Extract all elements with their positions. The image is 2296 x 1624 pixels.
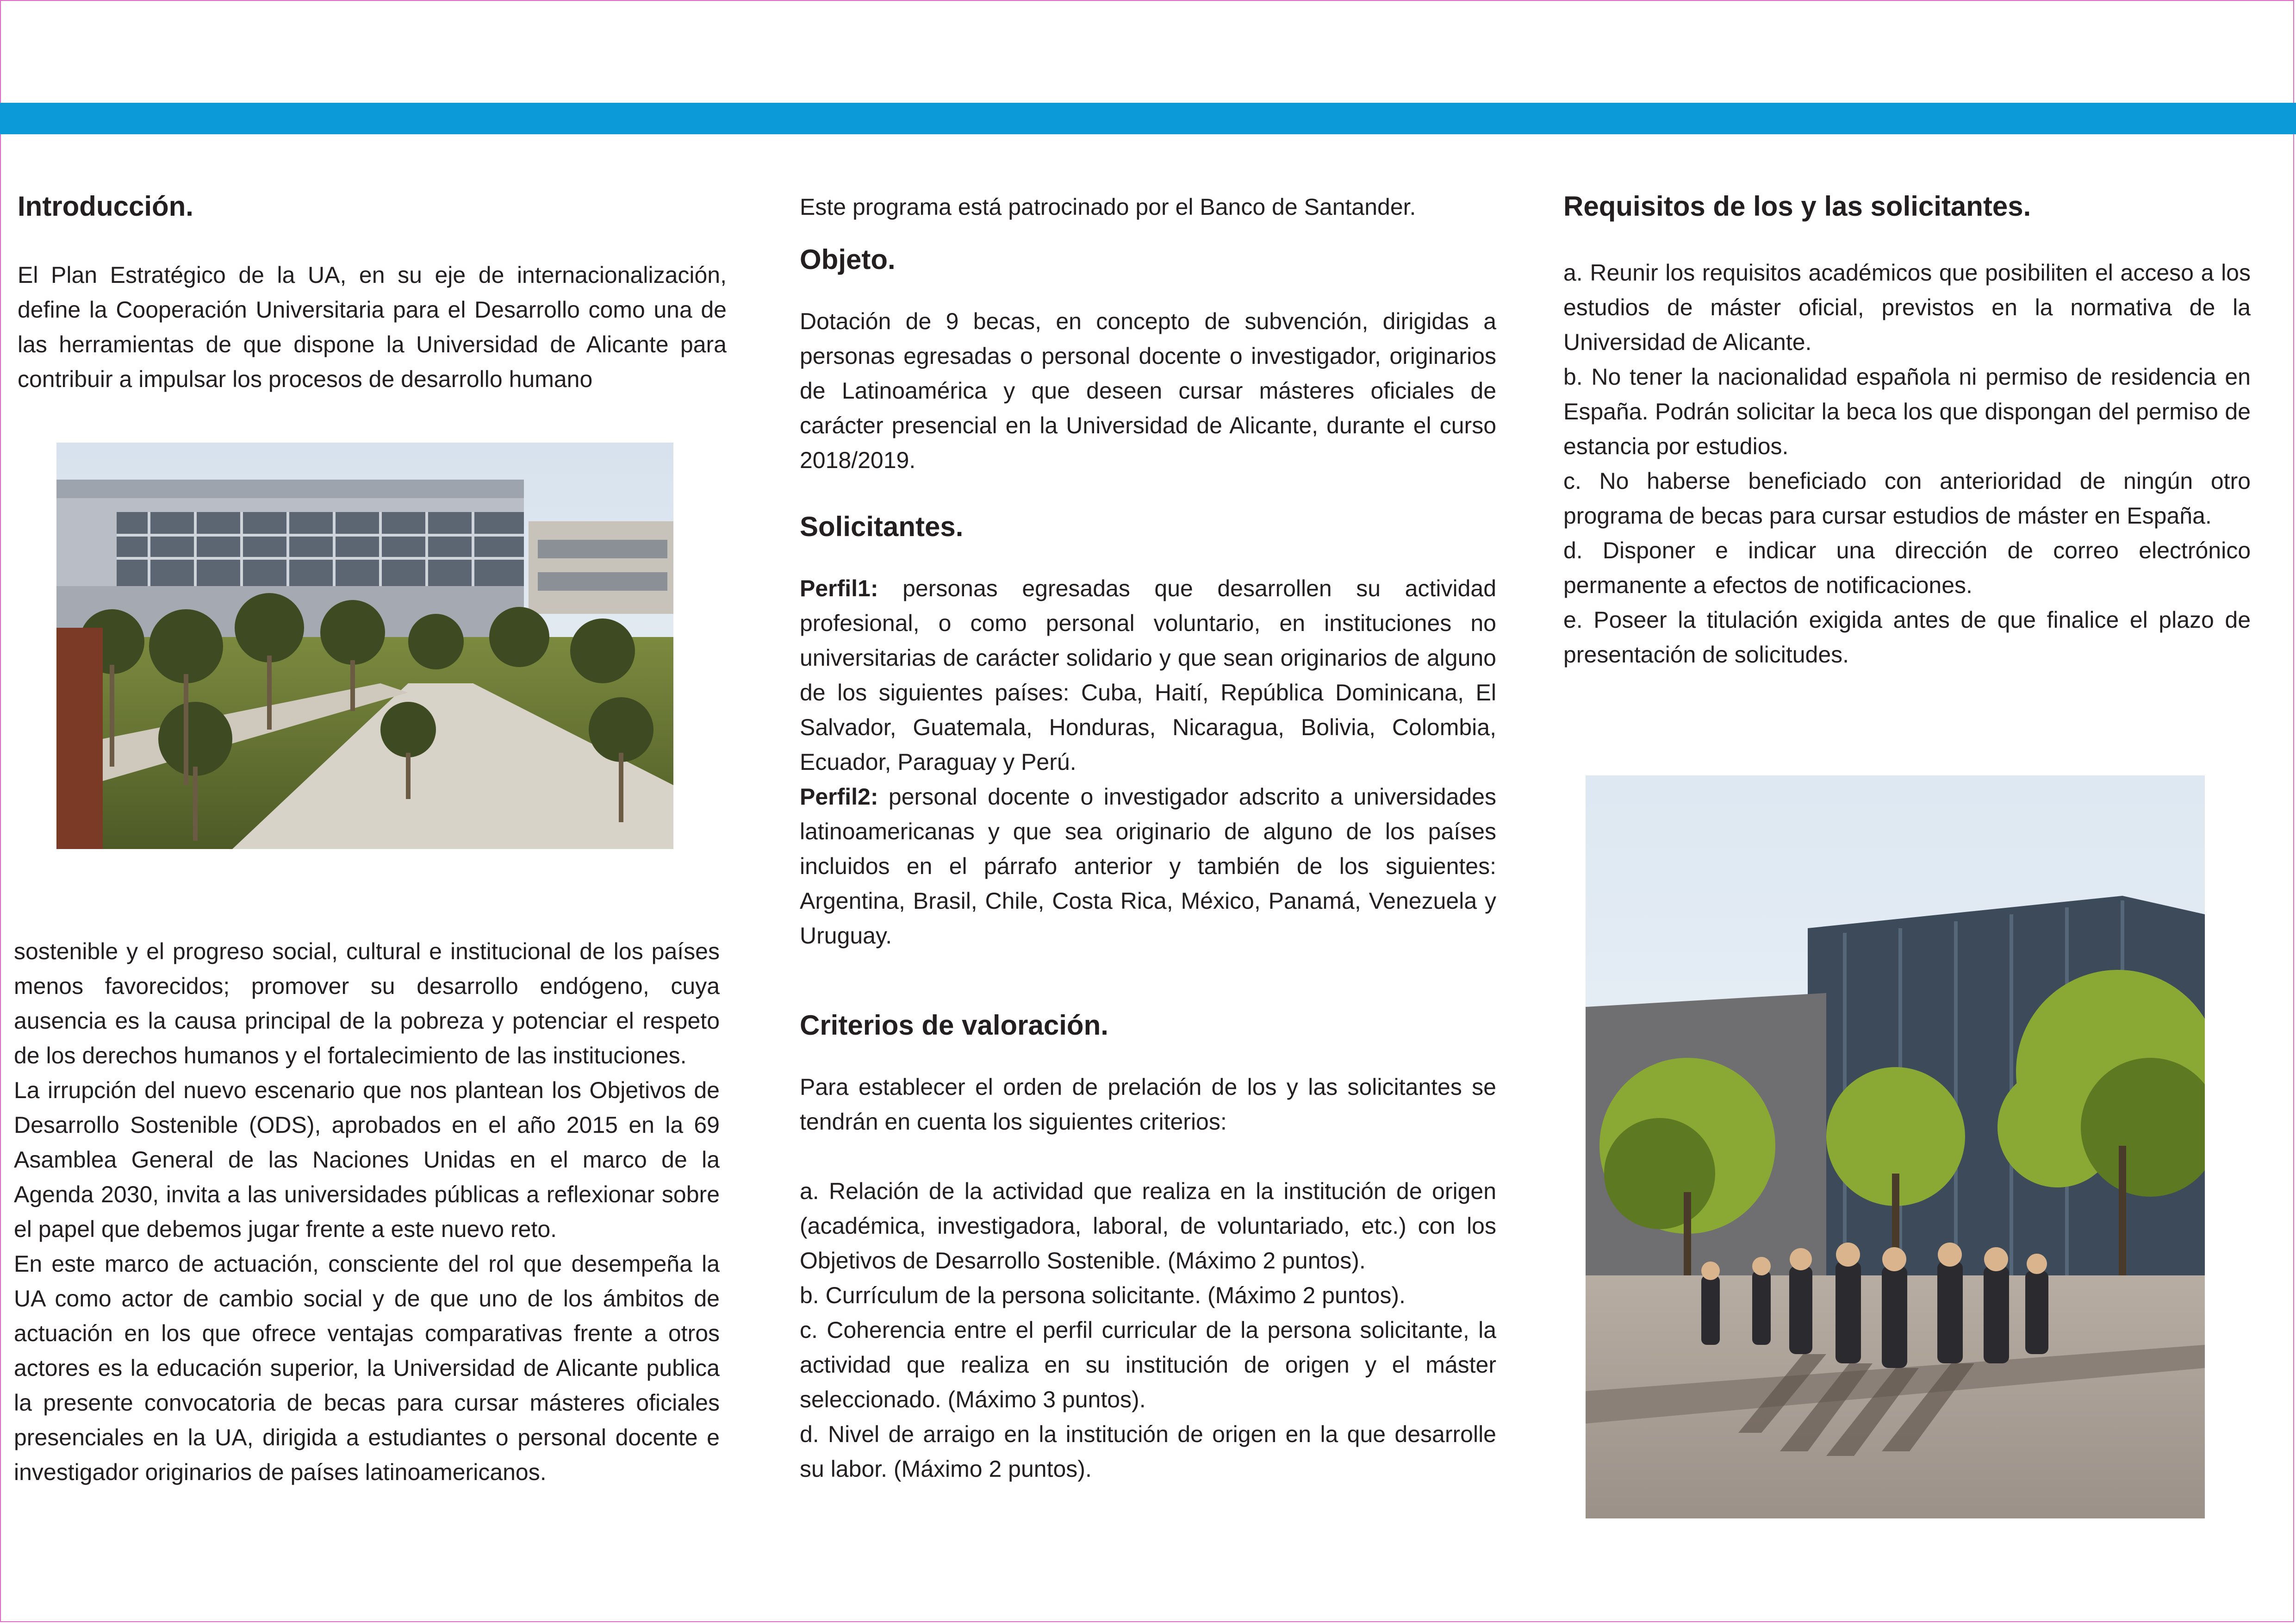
- criterio-item: a. Relación de la actividad que realiza en la institución de origen (académica, investigadora, laboral, de voluntariado, etc.) con los Objetivos de Desarrollo Sostenible. (Máximo 2 puntos).: [800, 1178, 1496, 1274]
- perfil1-text: [800, 571, 1496, 780]
- intro-heading: Introducción.: [18, 191, 193, 222]
- campus-students-photo: [1586, 775, 2205, 1518]
- intro-paragraph-4: En este marco de actuación, consciente del rol que desempeña la UA como actor de cambio social y de que uno de los ámbitos de actuación en los que ofrece ventajas comparativas frente a otros actores es la educación superior, la Universidad de Alicante publica la presente convocatoria de becas para cursar másteres oficiales presenciales en la UA, dirigida a estudiantes o personal docente e investigador originarios de países latinoamericanos.: [14, 1251, 720, 1485]
- solicitantes-heading: Solicitantes.: [800, 511, 964, 542]
- requisito-item: c. No haberse beneficiado con anterioridad de ningún otro programa de becas para cursar estudios de máster en España.: [1563, 468, 2251, 529]
- column-objeto: [800, 190, 1496, 1487]
- perfil2-label: Perfil2:: [800, 784, 878, 810]
- requisito-item: d. Disponer e indicar una dirección de correo electrónico permanente a efectos de notificaciones.: [1563, 537, 2251, 598]
- perfil1-body: personas egresadas que desarrollen su actividad profesional, o como personal voluntario, en instituciones no universitarias de carácter solidario y que sean originarios de alguno de los siguientes países: Cuba, Haití, República Dominicana, El Salvador, Guatemala, Honduras, Nicaragua, Bolivia, Colombia, Ecuador, Paraguay y Perú.: [800, 575, 1496, 775]
- sponsor-text: Este programa está patrocinado por el Banco de Santander.: [800, 194, 1416, 220]
- objeto-text: Dotación de 9 becas, en concepto de subvención, dirigidas a personas egresadas o personal docente o investigador, originarios de Latinoamérica y que deseen cursar másteres oficiales de carácter presencial en la Universidad de Alicante, durante el curso 2018/2019.: [800, 308, 1496, 473]
- column-introduccion: [18, 190, 727, 397]
- header-band: [0, 103, 2296, 134]
- objeto-heading: Objeto.: [800, 244, 896, 275]
- column-introduccion-cont: [14, 934, 720, 1490]
- campus-building-photo: [56, 443, 673, 849]
- requisito-item: a. Reunir los requisitos académicos que posibiliten el acceso a los estudios de máster oficial, previstos en la normativa de la Universidad de Alicante.: [1563, 260, 2251, 355]
- criterio-item: d. Nivel de arraigo en la institución de origen en la que desarrolle su labor. (Máximo 2 puntos).: [800, 1421, 1496, 1482]
- intro-paragraph-3: La irrupción del nuevo escenario que nos plantean los Objetivos de Desarrollo Sostenible (ODS), aprobados en el año 2015 en la 69 Asamblea General de las Naciones Unidas en el marco de la Agenda 2030, invita a las universidades públicas a reflexionar sobre el papel que debemos jugar frente a este nuevo reto.: [14, 1077, 720, 1242]
- requisito-item: e. Poseer la titulación exigida antes de que finalice el plazo de presentación de solicitudes.: [1563, 607, 2251, 668]
- column-requisitos: [1563, 190, 2251, 672]
- perfil2-text: [800, 780, 1496, 953]
- perfil2-body: personal docente o investigador adscrito a universidades latinoamericanas y que sea originario de alguno de los países incluidos en el párrafo anterior y también de los siguientes: Argentina, Brasil, Chile, Costa Rica, México, Panamá, Venezuela y Uruguay.: [800, 784, 1496, 949]
- requisitos-heading: Requisitos de los y las solicitantes.: [1563, 191, 2031, 222]
- requisito-item: b. No tener la nacionalidad española ni permiso de residencia en España. Podrán solicitar la beca los que dispongan del permiso de estancia por estudios.: [1563, 364, 2251, 459]
- criterios-list: [800, 1174, 1496, 1487]
- criterios-intro: Para establecer el orden de prelación de los y las solicitantes se tendrán en cuenta los siguientes criterios:: [800, 1074, 1496, 1135]
- criterios-heading: Criterios de valoración.: [800, 1010, 1108, 1041]
- intro-paragraph-2: sostenible y el progreso social, cultural e institucional de los países menos favorecidos; promover su desarrollo endógeno, cuya ausencia es la causa principal de la pobreza y potenciar el respeto de los derechos humanos y el fortalecimiento de las instituciones.: [14, 938, 720, 1068]
- perfil1-label: Perfil1:: [800, 575, 878, 601]
- criterio-item: b. Currículum de la persona solicitante. (Máximo 2 puntos).: [800, 1282, 1406, 1308]
- requisitos-list: [1563, 256, 2251, 672]
- criterio-item: c. Coherencia entre el perfil curricular de la persona solicitante, la actividad que realiza en su institución de origen y el máster seleccionado. (Máximo 3 puntos).: [800, 1317, 1496, 1412]
- intro-paragraph-1: El Plan Estratégico de la UA, en su eje de internacionalización, define la Cooperación Universitaria para el Desarrollo como una de las herramientas de que dispone la Universidad de Alicante para contribuir a impulsar los procesos de desarrollo humano: [18, 262, 727, 392]
